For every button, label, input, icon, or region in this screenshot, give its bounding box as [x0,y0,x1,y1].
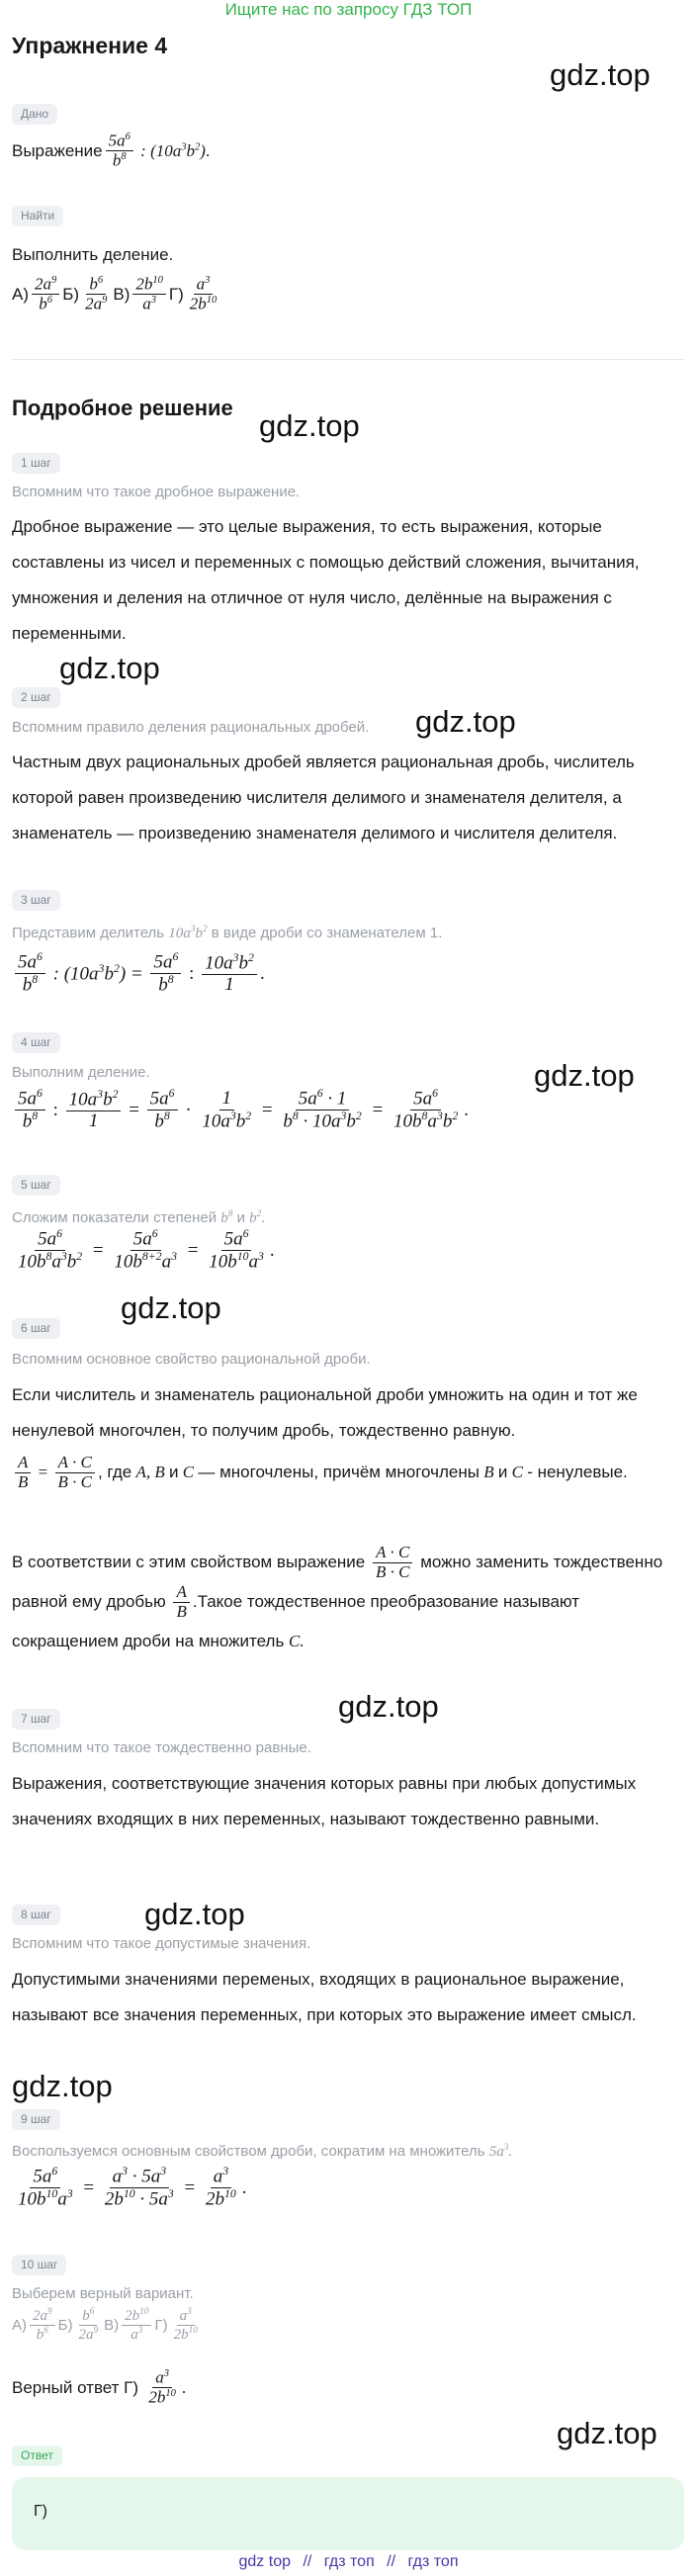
step-formula: $\frac{A}{B}$ = $\frac{A \cdot C}{B \cdot C}$ , где A, B и C — многочлены, причём многочлены B и C - ненулевые. [12,1454,684,1491]
solution-title: Подробное решение [12,396,233,420]
step-line-part: и [497,1463,508,1482]
step-hint: Сложим показатели степеней $b^8$ и $b^2$. [12,1209,266,1226]
step-line-part: , где [97,1463,132,1482]
step-hint: Вспомним что такое допустимые значения. [12,1935,311,1952]
answer-badge: Ответ [12,2445,62,2466]
watermark: gdz.top [12,2069,113,2103]
watermark: gdz.top [59,651,160,685]
step-hint: Вспомним правило деления рациональных дробей. [12,719,370,736]
step-options: А) $\frac{2a^9}{b^6}$ Б) $\frac{b^6}{2a^9}$ В) $\frac{2b^{10}}{a^3}$ Г) $\frac{a^3}{2b^{10}}$ [12,2307,198,2343]
watermark: gdz.top [338,1689,439,1724]
answer-box [12,2477,684,2550]
find-task: Выполнить деление. [12,245,174,264]
step-badge: 8 шаг [12,1905,60,1925]
step-badge: 2 шаг [12,687,60,708]
step-formula: $\frac{5a^6}{10b^{10}a^3}$ = $\frac{a^3 \cdot 5a^3}{2b^{10} \cdot 5a^3}$ = $\frac{a^3}{2b^{10}}$ . [18,2165,247,2210]
step-badge: 6 шаг [12,1318,60,1339]
top-banner[interactable]: Ищите нас по запросу ГДЗ ТОП [224,0,473,19]
option-label: Г) [154,2316,168,2334]
watermark: gdz.top [534,1058,635,1093]
step-text: Дробное выражение — это целые выражения, то есть выражения, которые составлены из чисел и переменных с помощью действий сложения, вычитания, умножения и деления на отличное от нуля число, делённые на выражения с переменными. [12,517,640,643]
given-tail: . [205,140,211,160]
watermark: gdz.top [557,2416,657,2450]
step-hint: Выберем верный вариант. [12,2285,194,2302]
step-formula: $\frac{5a^6}{10b^8a^3b^2}$ = $\frac{5a^6}{10b^{8+2}a^3}$ = $\frac{5a^6}{10b^{10}a^3}$ . [18,1227,275,1273]
watermark: gdz.top [415,704,516,739]
step-formula: $\frac{5a^6}{b^8}$ : $(10a^3b^2)$ = $\frac{5a^6}{b^8}$ : $\frac{10a^3b^2}{1}$ . [12,951,265,996]
step-badge: 7 шаг [12,1709,60,1730]
step-hint: Воспользуемся основным свойством дроби, сократим на множитель $5a^3$. [12,2143,513,2160]
step-text: Выражения, соответствующие значения которых равны при любых допустимых значениях входящих в них переменных, называют тождественно равными. [12,1774,637,1828]
step-badge: 9 шаг [12,2109,60,2130]
step-hint: Представим делитель $10a^3b^2$ в виде дроби со знаменателем 1. [12,925,443,941]
final-answer: Верный ответ Г) $\frac{a^3}{2b^{10}}$ . [12,2367,187,2407]
footer-link[interactable]: гдз топ [407,2553,459,2570]
step-text: Если числитель и знаменатель рациональной дроби умножить на один и тот же ненулевой многочлен, то получим дробь, тождественно равную. [12,1385,638,1440]
option-label: Г) [168,284,184,304]
step-paragraph: В соответствии с этим свойством выражение $\frac{A \cdot C}{B \cdot C}$ можно заменить тождественно равной ему дробью $\frac{A}{B}$ .Такое тождественное преобразование называют сокращением дроби на множитель C. [12,1543,663,1650]
step-badge: 5 шаг [12,1175,60,1196]
find-badge: Найти [12,206,63,226]
watermark: gdz.top [550,57,651,92]
step-hint-part: в виде дроби со знаменателем [211,925,426,941]
step-line-part: - ненулевые. [527,1463,628,1482]
step-hint: Выполним деление. [12,1064,150,1081]
step-badge: 10 шаг [12,2255,66,2275]
option-label: А) [12,284,29,304]
given-badge: Дано [12,104,57,125]
step-hint-part: 1. [429,925,443,941]
step-text: Допустимыми значениями переменых, входящих в рациональное выражение, называют все значения переменных, при которых это выражение имеет смысл. [12,1970,637,2024]
footer-separator: // [303,2553,312,2570]
exercise-title: Упражнение 4 [12,33,168,58]
option-label: В) [104,2316,120,2334]
divider [12,359,684,360]
option-label: В) [113,284,131,304]
watermark: gdz.top [259,408,360,443]
given-expression: Выражение $\frac{5a^6}{b^8}$ : $(10a^3b^2)$ . [12,131,211,170]
step-para-part: В соответствии с этим свойством выражение [12,1553,366,1571]
step-line-part: — многочлены, причём многочлены [198,1463,479,1482]
step-hint: Вспомним что такое тождественно равные. [12,1739,311,1756]
option-label: Б) [57,2316,73,2334]
step-badge: 4 шаг [12,1032,60,1053]
step-para-part: .Такое тождественное преобразование называют сокращением дроби на множитель [12,1592,580,1650]
step-para-part: можно заменить тождественно равной ему дробью [12,1553,663,1611]
footer-link[interactable]: gdz top [238,2553,291,2570]
watermark: gdz.top [121,1290,221,1325]
step-hint: Вспомним что такое дробное выражение. [12,484,301,500]
final-answer-label: Верный ответ Г) [12,2377,139,2397]
answer-value: Г) [34,2503,47,2520]
step-hint-part: Воспользуемся основным свойством дроби, сократим на множитель [12,2143,485,2160]
footer-link[interactable]: гдз топ [323,2553,375,2570]
footer-separator: // [387,2553,396,2570]
step-hint-part: Представим делитель [12,925,165,941]
given-lead: Выражение [12,140,103,160]
step-formula: $\frac{5a^6}{b^8}$ : $\frac{10a^3b^2}{1}$ = $\frac{5a^6}{b^8}$ · $\frac{1}{10a^3b^2}$ = $\frac{5a^6 \cdot 1}{b^8 \cdot 10a^3b^2}$ = $\frac{5a^6}{10b^8a^3b^2}$ . [12,1088,469,1132]
answer-options: А) $\frac{2a^9}{b^6}$ Б) $\frac{b^6}{2a^9}$ В) $\frac{2b^{10}}{a^3}$ Г) $\frac{a^3}{2b^{10}}$ [12,274,218,313]
step-hint-part: и [236,1209,245,1226]
step-badge: 3 шаг [12,890,60,911]
option-label: Б) [62,284,80,304]
footer-links [0,2553,697,2571]
step-hint: Вспомним основное свойство рациональной дроби. [12,1351,371,1368]
step-badge: 1 шаг [12,453,60,474]
watermark: gdz.top [144,1897,245,1931]
option-label: А) [12,2316,27,2334]
step-text: Частным двух рациональных дробей является рациональная дробь, числитель которой равен произведению числителя делимого и знаменателя делителя, а знаменатель — произведению знаменателя делимого и числителя делителя. [12,753,635,843]
step-line-part: и [169,1463,179,1482]
step-hint-part: Сложим показатели степеней [12,1209,218,1226]
